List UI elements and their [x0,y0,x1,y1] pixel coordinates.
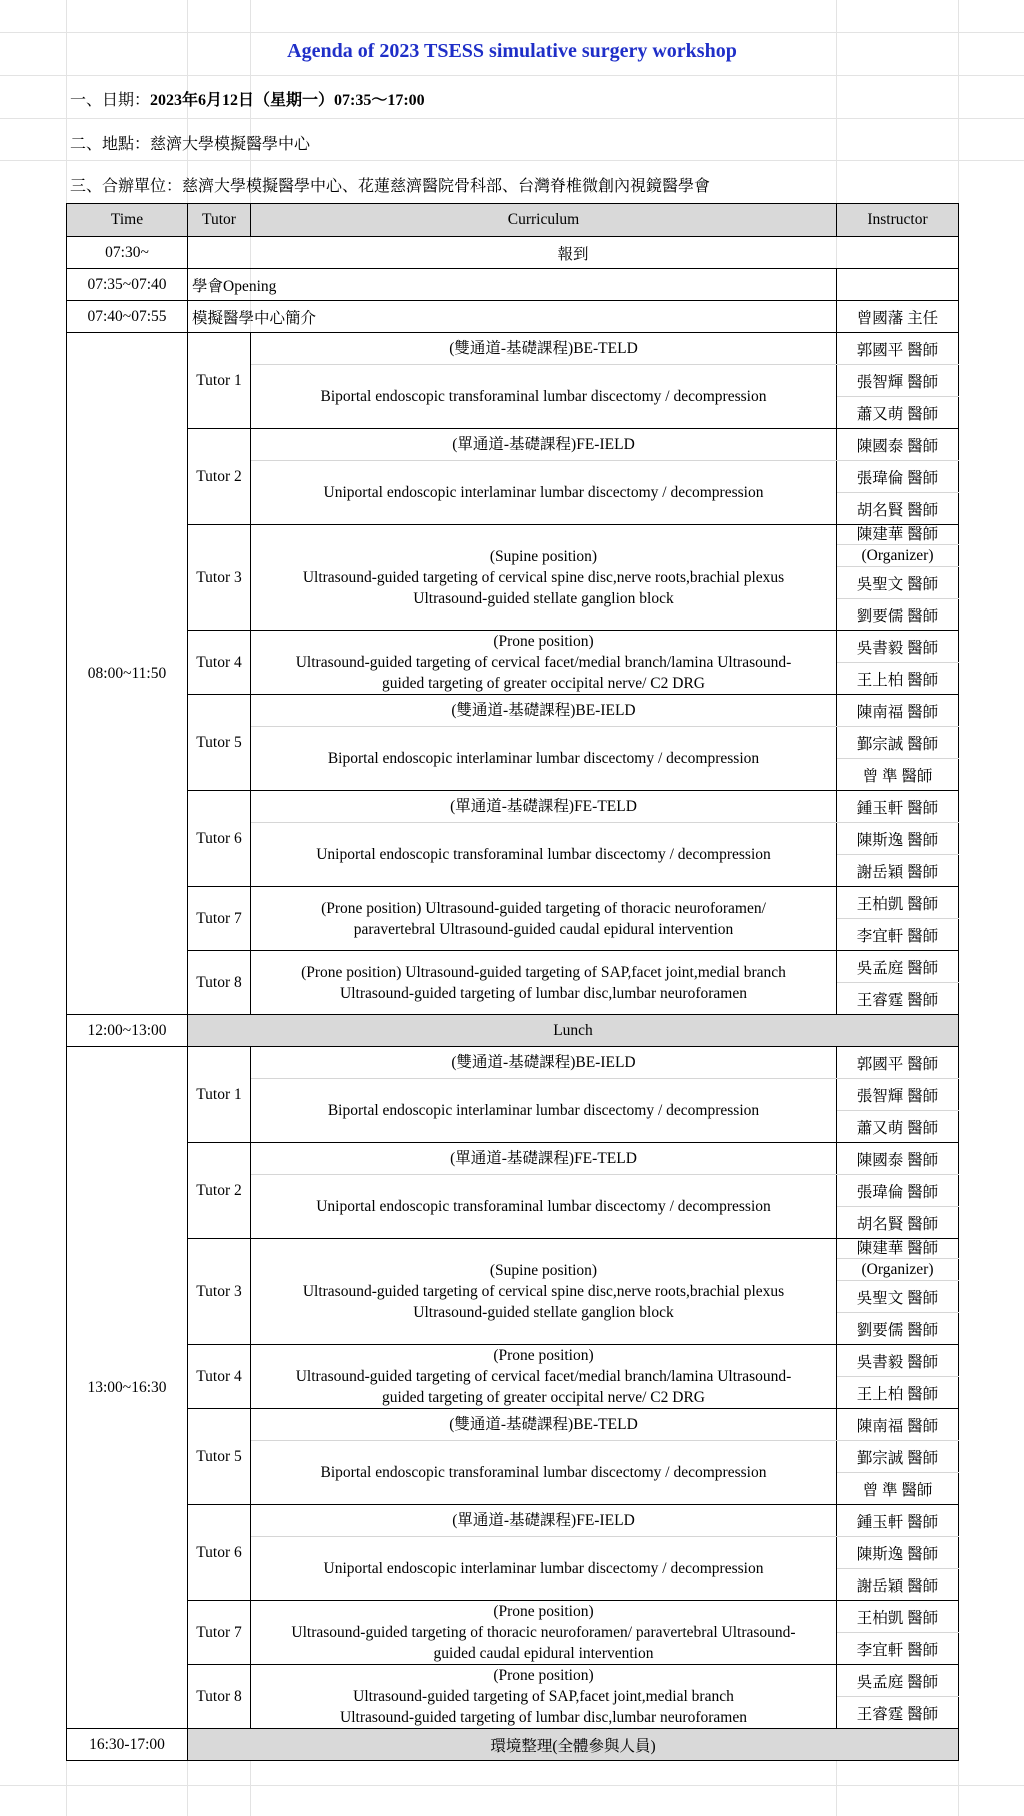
lunch-row-label: Lunch [188,1015,959,1047]
instructor-cell: 曾國藩 主任 [837,301,959,333]
curriculum-line: Ultrasound-guided targeting of thoracic neuroforamen/ paravertebral Ultrasound- [291,1624,796,1641]
tutor-row [67,695,959,727]
tutor-row [67,1601,959,1633]
course-description: Uniportal endoscopic interlaminar lumbar discectomy / decompression [251,461,837,525]
course-description: Uniportal endoscopic interlaminar lumbar discectomy / decompression [251,1537,837,1601]
tutor-label: Tutor 6 [188,791,251,887]
course-title: (單通道-基礎課程)FE-IELD [251,1505,837,1537]
time-cell: 07:30~ [67,237,188,269]
curriculum-cell [251,1601,837,1665]
instructor-name: 陳國泰 醫師 [837,1143,959,1175]
curriculum-cell [251,1239,837,1345]
tutor-row [67,887,959,919]
tutor-row [67,525,959,545]
tutor-row [67,429,959,461]
header-curriculum: Curriculum [251,204,837,237]
tutor-label: Tutor 6 [188,1505,251,1601]
instructor-name: 吳聖文 醫師 [837,567,959,599]
tutor-row [67,1239,959,1259]
curriculum-cell [251,1665,837,1729]
instructor-name: 王睿霆 醫師 [837,1697,959,1729]
agenda-table [66,203,959,1761]
tutor-row [67,1345,959,1377]
intro-row [67,301,959,333]
time-cell: 08:00~11:50 [67,333,188,1015]
curriculum-line: Ultrasound-guided targeting of cervical facet/medial branch/lamina Ultrasound- [295,654,792,671]
tutor-row [67,1047,959,1079]
date-line [70,87,425,110]
tutor-row [67,1409,959,1441]
time-cell: 12:00~13:00 [67,1015,188,1047]
tutor-row [67,951,959,983]
course-description: Biportal endoscopic transforaminal lumbar discectomy / decompression [251,1441,837,1505]
grid-line [0,32,1024,33]
course-description: Biportal endoscopic transforaminal lumbar discectomy / decompression [251,365,837,429]
cleanup-row-label: 環境整理(全體參與人員) [188,1729,959,1761]
curriculum-line: guided caudal epidural intervention [433,1645,654,1662]
course-description: Biportal endoscopic interlaminar lumbar discectomy / decompression [251,727,837,791]
instructor-name: 陳國泰 醫師 [837,429,959,461]
instructor-name: 鍾玉軒 醫師 [837,791,959,823]
instructor-name: 劉要儒 醫師 [837,599,959,631]
course-title: (單通道-基礎課程)FE-TELD [251,1143,837,1175]
tutor-label: Tutor 8 [188,951,251,1015]
organizers-line: 三、合辦單位：慈濟大學模擬醫學中心、花蓮慈濟醫院骨科部、台灣脊椎微創內視鏡醫學會 [70,178,711,195]
curriculum-line: (Prone position) [493,1667,594,1684]
tutor-label: Tutor 7 [188,1601,251,1665]
tutor-row [67,1143,959,1175]
curriculum-line: Ultrasound-guided targeting of cervical spine disc,nerve roots,brachial plexus [302,569,785,586]
curriculum-line: (Prone position) [493,1603,594,1620]
grid-line [0,75,1024,76]
lunch-row [67,1015,959,1047]
instructor-name: 張瑋倫 醫師 [837,461,959,493]
tutor-label: Tutor 2 [188,1143,251,1239]
instructor-name: 胡名賢 醫師 [837,493,959,525]
grid-line [0,160,1024,161]
checkin-row [67,237,959,269]
time-cell: 16:30-17:00 [67,1729,188,1761]
curriculum-line: Ultrasound-guided targeting of cervical spine disc,nerve roots,brachial plexus [302,1283,785,1300]
tutor-label: Tutor 3 [188,1239,251,1345]
tutor-row [67,631,959,663]
curriculum-line: (Prone position) [493,1347,594,1364]
course-description: Uniportal endoscopic transforaminal lumbar discectomy / decompression [251,1175,837,1239]
curriculum-cell [251,525,837,631]
instructor-name: 吳書毅 醫師 [837,1345,959,1377]
instructor-name: 謝岳穎 醫師 [837,855,959,887]
tutor-label: Tutor 4 [188,1345,251,1409]
instructor-name: 曾 準 醫師 [837,1473,959,1505]
instructor-name: 王睿霆 醫師 [837,983,959,1015]
grid-line [0,1785,1024,1786]
instructor-name: 蕭又萌 醫師 [837,397,959,429]
cleanup-row [67,1729,959,1761]
instructor-name: 張瑋倫 醫師 [837,1175,959,1207]
tutor-row [67,333,959,365]
curriculum-line: Ultrasound-guided targeting of SAP,facet joint,medial branch [353,1688,734,1705]
place-line: 二、地點：慈濟大學模擬醫學中心 [70,136,311,153]
instructor-name: 李宜軒 醫師 [837,1633,959,1665]
tutor-label: Tutor 4 [188,631,251,695]
time-cell: 07:35~07:40 [67,269,188,301]
tutor-label: Tutor 2 [188,429,251,525]
curriculum-line: Ultrasound-guided stellate ganglion block [413,590,674,607]
instructor-name: 王柏凱 醫師 [837,887,959,919]
tutor-label: Tutor 3 [188,525,251,631]
curriculum-cell [251,631,837,695]
organizer-label: (Organizer) [837,1259,959,1281]
instructor-name: 陳南福 醫師 [837,1409,959,1441]
instructor-name: 陳斯逸 醫師 [837,823,959,855]
instructor-name: 吳孟庭 醫師 [837,1665,959,1697]
tutor-label: Tutor 7 [188,887,251,951]
course-title: (雙通道-基礎課程)BE-IELD [251,1047,837,1079]
instructor-name: 王上柏 醫師 [837,1377,959,1409]
header-time: Time [67,204,188,237]
date-value: 2023年6月12日（星期一）07:35～17:00 [150,92,425,109]
instructor-name: 蕭又萌 醫師 [837,1111,959,1143]
curriculum-line: Ultrasound-guided targeting of lumbar disc,lumbar neuroforamen [340,984,747,1002]
curriculum-cell [251,1345,837,1409]
opening-label: 學會Opening [188,269,837,301]
curriculum-line: (Prone position) Ultrasound-guided targeting of thoracic neuroforamen/ [321,899,766,917]
tutor-label: Tutor 8 [188,1665,251,1729]
instructor-name: 郭國平 醫師 [837,1047,959,1079]
curriculum-cell [251,887,837,951]
course-title: (雙通道-基礎課程)BE-TELD [251,1409,837,1441]
instructor-name: 鄞宗誠 醫師 [837,1441,959,1473]
instructor-name: 劉要儒 醫師 [837,1313,959,1345]
header-row [67,204,959,237]
instructor-name: 郭國平 醫師 [837,333,959,365]
instructor-name: 陳斯逸 醫師 [837,1537,959,1569]
tutor-label: Tutor 5 [188,1409,251,1505]
instructor-name: 陳建華 醫師 [837,1239,959,1259]
curriculum-line: (Prone position) Ultrasound-guided targeting of SAP,facet joint,medial branch [301,963,786,981]
curriculum-line: guided targeting of greater occipital nerve/ C2 DRG [382,1389,705,1406]
instructor-name: 李宜軒 醫師 [837,919,959,951]
instructor-name: 曾 準 醫師 [837,759,959,791]
date-label: 一、日期： [70,92,151,109]
curriculum-line: guided targeting of greater occipital nerve/ C2 DRG [382,675,705,692]
curriculum-line: (Supine position) [489,1262,598,1279]
curriculum-line: (Supine position) [489,548,598,565]
instructor-name: 陳南福 醫師 [837,695,959,727]
curriculum-line: Ultrasound-guided stellate ganglion block [413,1304,674,1321]
opening-row [67,269,959,301]
curriculum-line: (Prone position) [493,633,594,650]
agenda-body [67,237,959,1761]
instructor-name: 陳建華 醫師 [837,525,959,545]
grid-line [0,118,1024,119]
instructor-name: 張智輝 醫師 [837,1079,959,1111]
instructor-name: 鍾玉軒 醫師 [837,1505,959,1537]
tutor-row [67,1505,959,1537]
course-description: Biportal endoscopic interlaminar lumbar discectomy / decompression [251,1079,837,1143]
course-title: (單通道-基礎課程)FE-IELD [251,429,837,461]
tutor-row [67,791,959,823]
instructor-name: 吳孟庭 醫師 [837,951,959,983]
tutor-label: Tutor 5 [188,695,251,791]
intro-label: 模擬醫學中心簡介 [188,301,837,333]
instructor-name: 王上柏 醫師 [837,663,959,695]
checkin-label: 報到 [188,237,959,269]
course-title: (雙通道-基礎課程)BE-TELD [251,333,837,365]
instructor-name: 鄞宗誠 醫師 [837,727,959,759]
time-cell: 13:00~16:30 [67,1047,188,1729]
time-cell: 07:40~07:55 [67,301,188,333]
curriculum-line: Ultrasound-guided targeting of cervical facet/medial branch/lamina Ultrasound- [295,1368,792,1385]
instructor-name: 吳聖文 醫師 [837,1281,959,1313]
instructor-name: 吳書毅 醫師 [837,631,959,663]
instructor-name: 胡名賢 醫師 [837,1207,959,1239]
curriculum-cell [251,951,837,1015]
course-title: (雙通道-基礎課程)BE-IELD [251,695,837,727]
instructor-name: 謝岳穎 醫師 [837,1569,959,1601]
curriculum-line: paravertebral Ultrasound-guided caudal epidural intervention [353,920,734,938]
organizer-label: (Organizer) [837,545,959,567]
header-instructor: Instructor [837,204,959,237]
course-description: Uniportal endoscopic transforaminal lumbar discectomy / decompression [251,823,837,887]
tutor-label: Tutor 1 [188,333,251,429]
instructor-name: 王柏凱 醫師 [837,1601,959,1633]
course-title: (單通道-基礎課程)FE-TELD [251,791,837,823]
agenda-title: Agenda of 2023 TSESS simulative surgery workshop [287,40,737,62]
header-tutor: Tutor [188,204,251,237]
tutor-label: Tutor 1 [188,1047,251,1143]
tutor-row [67,1665,959,1697]
curriculum-line: Ultrasound-guided targeting of lumbar disc,lumbar neuroforamen [340,1709,747,1726]
instructor-name: 張智輝 醫師 [837,365,959,397]
instructor-cell [837,269,959,301]
